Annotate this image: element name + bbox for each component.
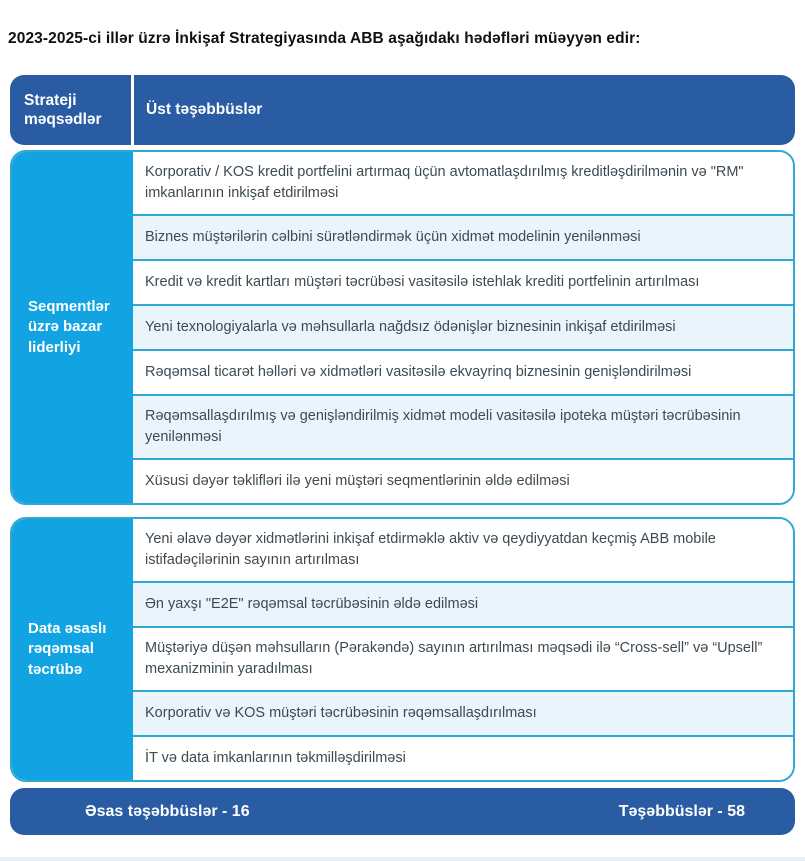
table-row: Ən yaxşı "E2E" rəqəmsal təcrübəsinin əldə edilməsi bbox=[133, 581, 793, 626]
table-row: Rəqəmsallaşdırılmış və genişləndirilmiş xidmət modeli vasitəsilə ipoteka müştəri təcrübəsinin yenilənməsi bbox=[133, 394, 793, 458]
table-row: Rəqəmsal ticarət həlləri və xidmətləri vasitəsilə ekvayrinq biznesinin genişləndirilməsi bbox=[133, 349, 793, 394]
column-header-strategic-goals: Strateji məqsədlər bbox=[24, 91, 102, 128]
footer-main-initiatives-count: Əsas təşəbbüslər - 16 bbox=[85, 802, 250, 820]
table-row: Korporativ və KOS müştəri təcrübəsinin rəqəmsallaşdırılması bbox=[133, 690, 793, 735]
table-row: Korporativ / KOS kredit portfelini artırmaq üçün avtomatlaşdırılmış kreditləşdirilmənin və "RM" imkanlarının inkişaf etdirilməsi bbox=[133, 152, 793, 214]
page-title: 2023-2025-ci illər üzrə İnkişaf Strategiyasında ABB aşağıdakı hədəfləri müəyyən edir: bbox=[8, 30, 641, 47]
table-row: Yeni texnologiyalarla və məhsullarla nağdsız ödənişlər biznesinin inkişaf etdirilməsi bbox=[133, 304, 793, 349]
section-rows bbox=[133, 519, 793, 780]
table-row: Biznes müştərilərin cəlbini sürətləndirmək üçün xidmət modelinin yenilənməsi bbox=[133, 214, 793, 259]
section-label: Seqmentlər üzrə bazar liderliyi bbox=[28, 298, 110, 356]
column-header-top-initiatives: Üst təşəbbüslər bbox=[146, 101, 263, 118]
section-label-cell bbox=[12, 519, 133, 780]
section-data-driven-experience bbox=[10, 517, 795, 782]
table-row: Yeni əlavə dəyər xidmətlərini inkişaf etdirməklə aktiv və qeydiyyatdan keçmiş ABB mobile istifadəçilərinin sayının artırılması bbox=[133, 519, 793, 581]
strategy-table bbox=[10, 75, 795, 835]
table-row: Xüsusi dəyər təklifləri ilə yeni müştəri seqmentlərinin əldə edilməsi bbox=[133, 458, 793, 503]
table-row: İT və data imkanlarının təkmilləşdirilməsi bbox=[133, 735, 793, 780]
table-row: Kredit və kredit kartları müştəri təcrübəsi vasitəsilə istehlak krediti portfelinin artırılması bbox=[133, 259, 793, 304]
section-market-leadership bbox=[10, 150, 795, 505]
page-bottom-strip bbox=[0, 857, 805, 861]
section-rows bbox=[133, 152, 793, 503]
section-label: Data əsaslı rəqəmsal təcrübə bbox=[28, 620, 107, 678]
footer-initiatives-count: Təşəbbüslər - 58 bbox=[618, 802, 745, 820]
section-label-cell bbox=[12, 152, 133, 503]
table-header bbox=[10, 75, 795, 145]
table-footer bbox=[10, 788, 795, 835]
table-row: Müştəriyə düşən məhsulların (Pərakəndə) sayının artırılması məqsədi ilə “Cross-sell” və “Upsell” mexanizminin yaradılması bbox=[133, 626, 793, 690]
